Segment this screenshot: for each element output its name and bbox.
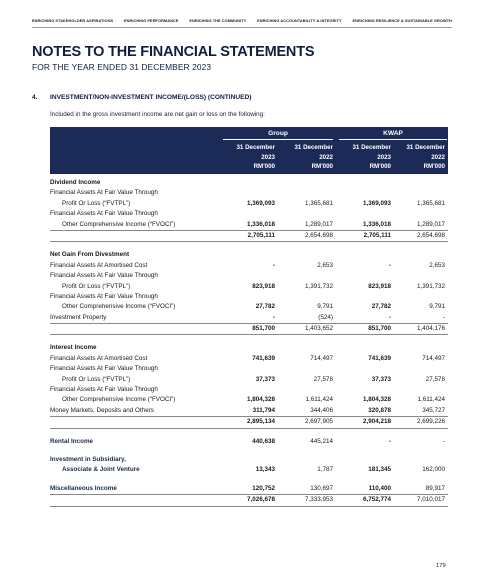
section-title: INVESTMENT/NON-INVESTMENT INCOME/(LOSS) (CONTINUED) xyxy=(50,94,252,101)
cell-value: - xyxy=(272,261,275,269)
cell-value: 6,752,774 xyxy=(362,496,391,504)
group-underline xyxy=(223,139,333,140)
row-spacer xyxy=(50,429,448,437)
cell-value: 2,699,226 xyxy=(416,418,445,426)
cell-value: 1,787 xyxy=(317,466,333,474)
cell-value: - xyxy=(388,437,391,445)
cell-value: - xyxy=(272,313,275,321)
nav-item-community[interactable]: ENRICHING THE COMMUNITY xyxy=(189,18,247,23)
cell-value: 7,333,953 xyxy=(304,496,333,504)
row-label: Profit Or Loss (“FVTPL”) xyxy=(62,199,131,207)
row-label: Financial Assets At Fair Value Through xyxy=(50,189,158,197)
row-label: Dividend Income xyxy=(50,179,101,186)
cell-value: 2,653 xyxy=(429,261,445,269)
cell-value: 2,654,698 xyxy=(304,231,333,239)
section-number: 4. xyxy=(32,94,38,101)
page-title: NOTES TO THE FINANCIAL STATEMENTS xyxy=(32,44,315,60)
cell-value: 162,000 xyxy=(422,466,445,474)
cell-value: 27,578 xyxy=(313,375,333,383)
nav-item-resilience[interactable]: ENRICHING RESILIENCE & SUSTAINABLE GROWTH xyxy=(352,18,452,23)
cell-value: 1,403,652 xyxy=(304,325,333,333)
cell-value: 1,369,093 xyxy=(246,199,275,207)
row-label: Financial Assets At Fair Value Through xyxy=(50,292,158,300)
table-row xyxy=(50,343,448,353)
cell-value: 1,391,732 xyxy=(304,282,333,290)
cell-value: 1,804,328 xyxy=(246,396,275,404)
column-header: 31 December 2023 RM'000 xyxy=(236,144,275,170)
table-row xyxy=(50,199,448,209)
table-row xyxy=(50,455,448,465)
cell-value: (524) xyxy=(318,313,333,321)
cell-value: 9,791 xyxy=(429,303,445,311)
cell-value: 1,336,018 xyxy=(362,220,391,228)
row-label: Financial Assets At Fair Value Through xyxy=(50,210,158,218)
row-label: Interest Income xyxy=(50,344,97,352)
cell-value: 2,654,698 xyxy=(416,231,445,239)
cell-value: 714,497 xyxy=(310,354,333,362)
cell-value: 37,373 xyxy=(371,375,391,383)
cell-value: 311,794 xyxy=(252,406,275,414)
cell-value: 1,336,018 xyxy=(246,220,275,228)
cell-value: 440,638 xyxy=(252,437,275,445)
row-label: Associate & Joint Venture xyxy=(62,466,140,474)
table-row xyxy=(50,484,448,494)
row-spacer xyxy=(50,476,448,484)
nav-item-stakeholder[interactable]: ENRICHING STAKEHOLDER ASPIRATIONS xyxy=(32,18,114,23)
cell-value: 27,782 xyxy=(371,303,391,311)
subtotal-row xyxy=(50,323,448,335)
cell-value: 89,917 xyxy=(425,484,445,492)
table-row xyxy=(50,354,448,364)
kwap-header: KWAP xyxy=(383,130,403,137)
row-label: Financial Assets At Fair Value Through xyxy=(50,386,158,394)
nav-item-performance[interactable]: ENRICHING PERFORMANCE xyxy=(124,18,179,23)
cell-value: 37,373 xyxy=(255,375,275,383)
cell-value: 1,404,176 xyxy=(416,325,445,333)
cell-value: 741,639 xyxy=(252,354,275,362)
cell-value: 130,697 xyxy=(310,484,333,492)
cell-value: - xyxy=(442,313,445,321)
column-header: 31 December 2022 RM'000 xyxy=(406,144,445,170)
cell-value: 320,878 xyxy=(368,406,391,414)
cell-value: 445,214 xyxy=(310,437,333,445)
table-row xyxy=(50,313,448,323)
table-row xyxy=(50,188,448,198)
income-table xyxy=(50,178,448,507)
cell-value: 851,700 xyxy=(368,325,391,333)
cell-value: 823,918 xyxy=(252,282,275,290)
cell-value: 9,791 xyxy=(317,303,333,311)
cell-value: 2,705,111 xyxy=(363,231,391,239)
cell-value: 120,752 xyxy=(252,484,275,492)
row-label: Other Comprehensive Income (“FVOCI”) xyxy=(62,396,176,404)
cell-value: 345,727 xyxy=(422,406,445,414)
cell-value: 2,904,218 xyxy=(362,418,391,426)
cell-value: 2,705,111 xyxy=(247,231,275,239)
cell-value: 7,026,678 xyxy=(246,496,275,504)
table-row xyxy=(50,364,448,374)
subtotal-row xyxy=(50,230,448,242)
cell-value: 344,406 xyxy=(310,406,333,414)
cell-value: 181,345 xyxy=(368,466,391,474)
table-row xyxy=(50,302,448,312)
table-row xyxy=(50,209,448,219)
column-header: 31 December 2023 RM'000 xyxy=(352,144,391,170)
table-row xyxy=(50,437,448,447)
table-row xyxy=(50,385,448,395)
cell-value: 1,611,424 xyxy=(305,396,333,404)
row-spacer xyxy=(50,335,448,343)
cell-value: 2,653 xyxy=(317,261,333,269)
table-row xyxy=(50,178,448,188)
cell-value: 1,391,732 xyxy=(416,282,445,290)
cell-value: 1,289,017 xyxy=(416,220,445,228)
row-label: Investment Property xyxy=(50,313,107,321)
row-label: Investment in Subsidiary, xyxy=(50,455,126,463)
table-row xyxy=(50,261,448,271)
table-row xyxy=(50,465,448,475)
table-header xyxy=(50,127,448,174)
table-row xyxy=(50,271,448,281)
column-header: 31 December 2022 RM'000 xyxy=(294,144,333,170)
cell-value: 13,343 xyxy=(255,466,275,474)
cell-value: 110,400 xyxy=(368,484,391,492)
row-label: Other Comprehensive Income (“FVOCI”) xyxy=(62,303,176,311)
cell-value: 27,782 xyxy=(255,303,275,311)
row-label: Other Comprehensive Income (“FVOCI”) xyxy=(62,220,176,228)
table-row xyxy=(50,292,448,302)
table-row xyxy=(50,250,448,260)
table-row xyxy=(50,375,448,385)
cell-value: 7,010,017 xyxy=(416,496,445,504)
intro-text: Included in the gross investment income are net gain or loss on the following: xyxy=(50,111,265,118)
cell-value: 2,895,134 xyxy=(246,418,275,426)
page-number: 179 xyxy=(436,563,446,569)
table-row xyxy=(50,406,448,416)
table-row xyxy=(50,220,448,230)
page-subtitle: FOR THE YEAR ENDED 31 DECEMBER 2023 xyxy=(32,62,212,72)
cell-value: 1,289,017 xyxy=(304,220,333,228)
cell-value: 823,918 xyxy=(368,282,391,290)
cell-value: - xyxy=(388,313,391,321)
table-row xyxy=(50,282,448,292)
row-label: Financial Assets At Fair Value Through xyxy=(50,365,158,373)
cell-value: - xyxy=(442,437,445,445)
nav-divider xyxy=(32,27,452,28)
cell-value: 27,578 xyxy=(425,375,445,383)
cell-value: - xyxy=(388,261,391,269)
subtotal-row xyxy=(50,494,448,506)
row-label: Financial Assets At Amortised Cost xyxy=(50,354,148,362)
cell-value: 1,365,681 xyxy=(416,199,445,207)
row-label: Money Markets, Deposits and Others xyxy=(50,406,154,414)
row-label: Profit Or Loss (“FVTPL”) xyxy=(62,282,131,290)
cell-value: 1,365,681 xyxy=(304,199,333,207)
kwap-underline xyxy=(339,139,447,140)
subtotal-row xyxy=(50,416,448,428)
row-label: Profit Or Loss (“FVTPL”) xyxy=(62,375,131,383)
nav-item-accountability[interactable]: ENRICHING ACCOUNTABILITY & INTEGRITY xyxy=(257,18,342,23)
row-label: Financial Assets At Fair Value Through xyxy=(50,272,158,280)
cell-value: 714,497 xyxy=(422,354,445,362)
cell-value: 2,697,905 xyxy=(304,418,333,426)
table-row xyxy=(50,395,448,405)
group-header: Group xyxy=(268,130,288,137)
cell-value: 1,611,424 xyxy=(417,396,445,404)
row-label: Net Gain From Divestment xyxy=(50,251,130,259)
cell-value: 741,639 xyxy=(368,354,391,362)
cell-value: 851,700 xyxy=(252,325,275,333)
section-heading xyxy=(32,94,251,101)
cell-value: 1,369,093 xyxy=(362,199,391,207)
row-label: Financial Assets At Amortised Cost xyxy=(50,261,148,269)
row-spacer xyxy=(50,447,448,455)
row-spacer xyxy=(50,242,448,250)
row-label: Miscellaneous Income xyxy=(50,484,117,492)
row-label: Rental Income xyxy=(50,437,94,445)
top-navigation xyxy=(32,18,452,23)
cell-value: 1,804,328 xyxy=(362,396,391,404)
